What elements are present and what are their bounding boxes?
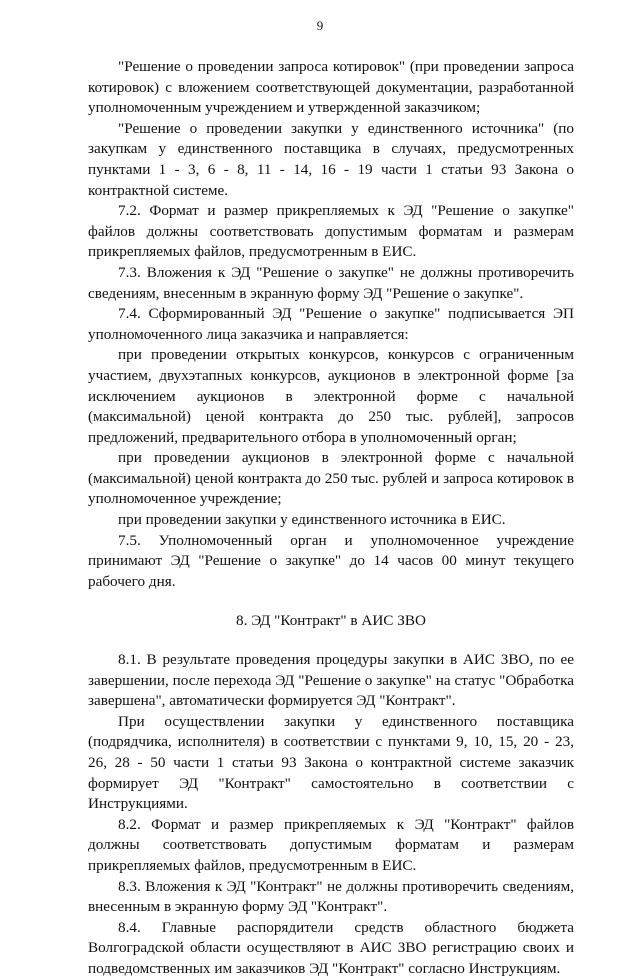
section-heading: 8. ЭД "Контракт" в АИС ЗВО — [236, 612, 426, 630]
paragraph: 7.5. Уполномоченный орган и уполномоченное учреждение принимают ЭД "Решение о закупке" до 14 часов 00 минут текущего рабочего дня. — [88, 531, 574, 590]
paragraph: 8.1. В результате проведения процедуры закупки в АИС ЗВО, по ее завершении, после перехода ЭД "Решение о закупке" на статус "Обработка завершена", автоматически формируется ЭД "Контракт". — [88, 651, 574, 710]
paragraph: 8.4. Главные распорядители средств областного бюджета Волгоградской области осуществляют в АИС ЗВО регистрацию своих и подведомственных им заказчиков ЭД "Контракт" согласно Инструкциям. — [88, 918, 574, 977]
paragraph: при проведении аукционов в электронной форме с начальной (максимальной) ценой контракта до 250 тыс. рублей и запроса котировок в уполномоченное учреждение; — [88, 449, 574, 508]
paragraph: При осуществлении закупки у единственного поставщика (подрядчика, исполнителя) в соответствии с пунктами 9, 10, 15, 20 - 23, 26, 28 - 50 части 1 статьи 93 Закона о контрактной системе заказчик формирует ЭД "Контракт" самостоятельно в соответствии с Инструкциями. — [88, 712, 574, 813]
paragraph: "Решение о проведении закупки у единственного источника" (по закупкам у единственного поставщика в случаях, предусмотренных пунктами 1 - 3, 6 - 8, 11 - 14, 16 - 19 части 1 статьи 93 Закона о контрактной системе. — [88, 119, 574, 199]
paragraph: при проведении закупки у единственного источника в ЕИС. — [118, 511, 506, 529]
paragraph: 8.3. Вложения к ЭД "Контракт" не должны противоречить сведениям, внесенным в экранную форму ЭД "Контракт". — [88, 877, 574, 916]
document-body — [88, 57, 574, 980]
paragraph: 7.3. Вложения к ЭД "Решение о закупке" не должны противоречить сведениям, внесенным в экранную форму ЭД "Решение о закупке". — [88, 263, 574, 302]
paragraph: 8.2. Формат и размер прикрепляемых к ЭД "Контракт" файлов должны соответствовать допустимым форматам и размерам прикрепляемых файлов, предусмотренным в ЕИС. — [88, 815, 574, 874]
paragraph: "Решение о проведении запроса котировок" (при проведении запроса котировок) с вложением соответствующей документации, разработанной уполномоченным учреждением и утвержденной заказчиком; — [88, 58, 574, 117]
paragraph: при проведении открытых конкурсов, конкурсов с ограниченным участием, двухэтапных конкурсов, аукционов в электронной форме [за исключением аукционов в электронной форме с начальной (максимальной) ценой контракта до 250 тыс. рублей], запросов предложений, предварительного отбора в уполномоченный орган; — [88, 346, 574, 446]
paragraph: 7.2. Формат и размер прикрепляемых к ЭД "Решение о закупке" файлов должны соответствовать допустимым форматам и размерам прикрепляемых файлов, предусмотренным в ЕИС. — [88, 202, 574, 261]
page-number: 9 — [316, 18, 324, 33]
paragraph: 7.4. Сформированный ЭД "Решение о закупке" подписывается ЭП уполномоченного лица заказчика и направляется: — [88, 305, 574, 343]
